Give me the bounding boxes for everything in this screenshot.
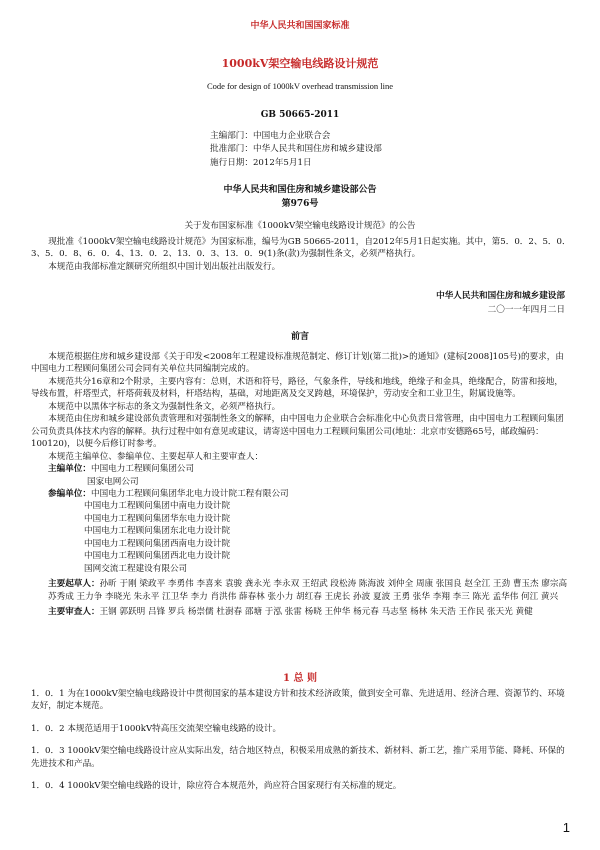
foreword-paragraph: 本规范中以黑体字标志的条文为强制性条文，必须严格执行。 [48,401,281,412]
reviewers-block [31,606,571,618]
chief-units-label: 主编单位： [48,464,91,475]
standard-number: GB 50665-2011 [260,110,340,120]
chapter-1-title: 1 总 则 [283,673,317,684]
announcement-paragraph: 本规范由我部标准定额研究所组织中国计划出版社出版发行。 [48,261,281,272]
chapter-1-heading [0,672,600,687]
participating-unit: 国网交流工程建设有限公司 [84,563,188,574]
clause-1-0-4: 1．0．4 1000kV架空输电线路的设计，除应符合本规范外，尚应符合国家现行有关标准的规定。 [31,781,402,792]
foreword-paragraph: 本规范由住房和城乡建设部负责管理和对强制性条文的解释，由中国电力企业联合会标准化中心负责日常管理，由中国电力工程顾问集团公司负责具体技术内容的解释。执行过程中如有意见或建议，请寄送中国电力工程顾问集团公司(地址：北京市安德路65号，邮政编码：100120)，以便今后修订时参考。 [31,414,564,450]
drafters-block [31,578,571,603]
announcement-heading [0,184,600,212]
announcement-subject: 关于发布国家标准《1000kV架空输电线路设计规范》的公告 [184,221,416,231]
participating-unit: 中国电力工程顾问集团华东电力设计院 [84,513,231,524]
page-number: 1 [562,820,570,836]
participating-unit: 中国电力工程顾问集团西北电力设计院 [84,551,231,562]
participating-unit: 中国电力工程顾问集团西南电力设计院 [84,538,231,549]
reviewers-label: 主要审查人： [48,607,100,618]
chief-department: 主编部门：中国电力企业联合会 [210,131,331,141]
announcement-issuer: 中华人民共和国住房和城乡建设部公告 [223,185,377,195]
participating-units-label: 参编单位： [48,488,91,499]
participating-unit: 中国电力工程顾问集团中南电力设计院 [84,501,231,512]
announcement-number: 第976号 [281,198,319,209]
clause-1-0-2: 1．0．2 本规范适用于1000kV特高压交流架空输电线路的设计。 [31,723,282,734]
foreword-title: 前言 [290,332,309,342]
participating-units-block [31,488,571,575]
foreword-body [31,351,571,619]
chapter-1-clauses [31,688,571,803]
chief-unit: 中国电力工程顾问集团公司 [90,464,195,475]
clause-1-0-1: 1．0．1 为在1000kV架空输电线路设计中贯彻国家的基本建设方针和技术经济政策，做到安全可靠、先进适用、经济合理、资源节约、环境友好，制定本规范。 [31,689,565,712]
drafters-list: 孙昕 于刚 梁政平 李勇伟 李喜来 袁骏 龚永光 李永双 王绍武 段松涛 陈海波 刘仲全 周康 张国良 赵全江 王劲 曹玉杰 廖宗高 苏秀成 王力争 李晓光 朱永平 江卫华 李力 肖洪伟 薛春林 张小力 胡红春 王虎长 孙波 夏波 王勇 张华 李翔 李三 陈光 孟华伟 何江 黄兴 [48,579,568,602]
chief-unit: 国家电网公司 [87,476,139,487]
announcement-body [31,236,571,273]
department-info [210,130,510,170]
chief-units-block [31,463,571,488]
participating-unit: 中国电力工程顾问集团东北电力设计院 [84,526,231,537]
announcement-paragraph: 现批准《1000kV架空输电线路设计规范》为国家标准，编号为GB 50665-2011，自2012年5月1日起实施。其中，第5．0．2、5．0．3、5．0．8、6．0．4、13．0．2、13．0．3、13．0．9(1)条(款)为强制性条文，必须严格执行。 [31,237,571,260]
announcement-date: 二〇一一年四月二日 [487,304,565,315]
foreword-paragraph: 本规范根据住房和城乡建设部《关于印发<2008年工程建设标准规范制定、修订计划(第二批)>的通知》(建标[2008]105号)的要求，由中国电力工程顾问集团公司会同有关单位共同编制完成的。 [31,352,564,375]
participating-unit: 中国电力工程顾问集团华北电力设计院工程有限公司 [90,488,289,499]
drafters-label: 主要起草人： [48,579,100,590]
reviewers-list: 王钢 郭跃明 吕锋 罗兵 杨崇儒 杜澍春 邵塘 于泓 张雷 杨晓 王仲华 杨元春 马志坚 杨林 朱天浩 王作民 张天光 黄健 [99,607,533,618]
foreword-paragraph: 本规范共分16章和2个附录，主要内容有：总则，术语和符号，路径，气象条件，导线和地线，绝缘子和金具，绝缘配合，防雷和接地，导线布置，杆塔型式，杆塔荷载及材料，杆塔结构，基础，对地距离及交叉跨越，环境保护，劳动安全和工业卫生，附属设施等。 [31,376,564,400]
effective-date: 施行日期：2012年5月1日 [210,157,312,168]
announcement-signature [436,290,565,318]
foreword-paragraph: 本规范主编单位、参编单位、主要起草人和主要审查人： [48,451,264,462]
standard-type-heading: 中华人民共和国国家标准 [250,21,350,31]
announcement-signer: 中华人民共和国住房和城乡建设部 [436,291,565,301]
document-title: 1000kV架空输电线路设计规范 [221,57,379,70]
document-title-english: Code for design of 1000kV overhead transmission line [206,81,394,91]
approval-department: 批准部门：中华人民共和国住房和城乡建设部 [210,144,382,155]
clause-1-0-3: 1．0．3 1000kV架空输电线路设计应从实际出发，结合地区特点，积极采用成熟的新技术、新材料、新工艺，推广采用节能、降耗、环保的先进技术和产品。 [31,746,565,769]
